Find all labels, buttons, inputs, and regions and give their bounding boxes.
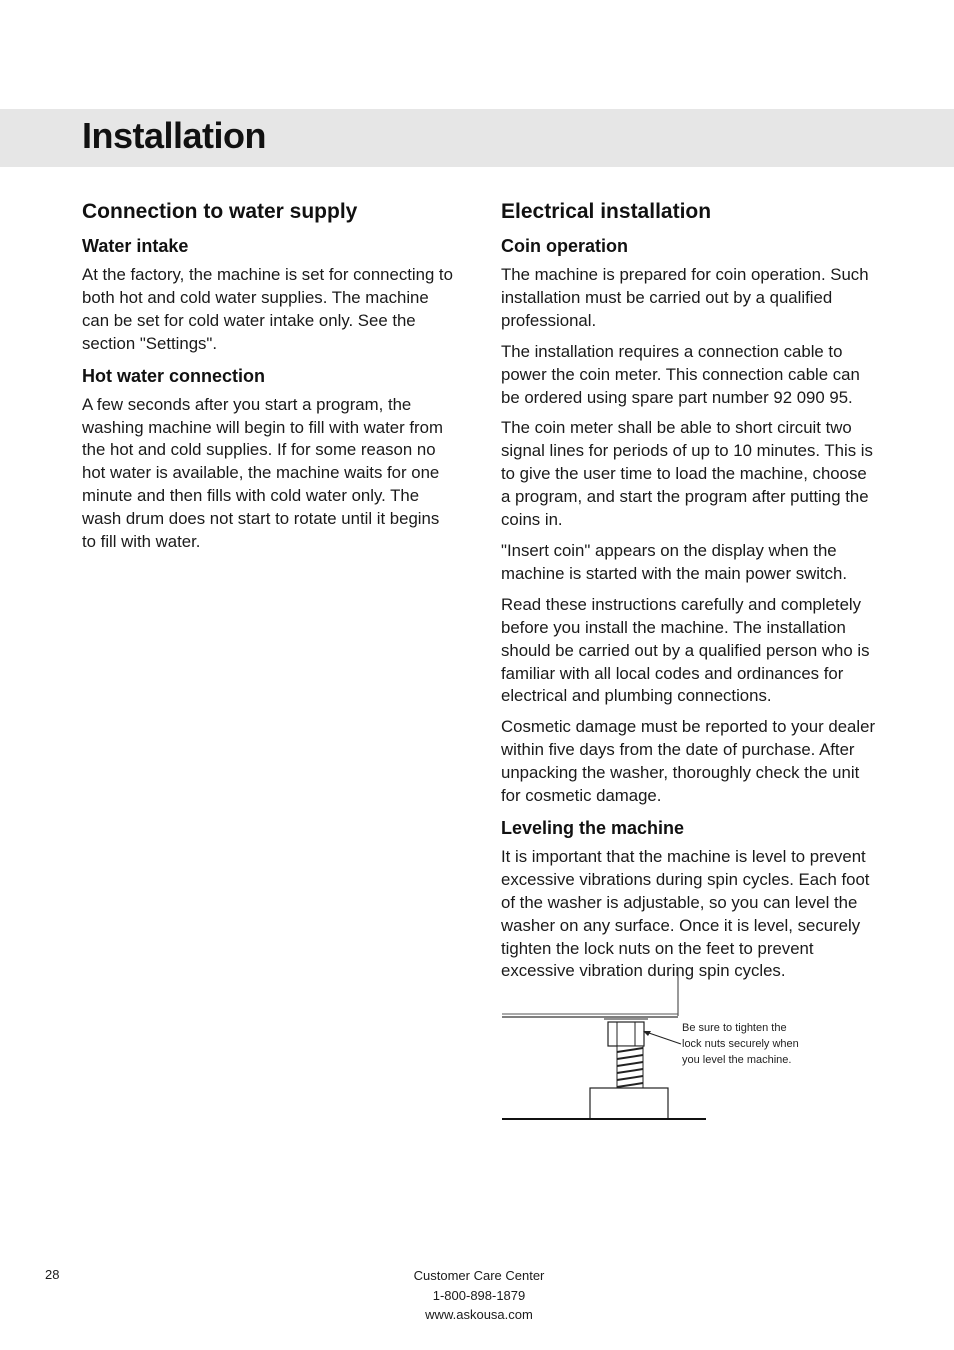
subheading-water-intake: Water intake: [82, 236, 189, 256]
paragraph: The machine is prepared for coin operation. Such installation must be carried out by a qualified professional.: [501, 265, 869, 330]
right-column: [501, 198, 876, 991]
subheading-hot-water-connection: Hot water connection: [82, 365, 266, 386]
left-column: [82, 198, 457, 562]
section-heading-water-supply: Connection to water supply: [82, 200, 358, 223]
lock-nut: [604, 1019, 648, 1046]
leader-line: [646, 1032, 681, 1044]
footer-phone: 1-800-898-1879: [432, 1287, 526, 1303]
foot-base: [590, 1088, 668, 1119]
subheading-leveling: Leveling the machine: [501, 817, 685, 838]
paragraph: At the factory, the machine is set for connecting to both hot and cold water supplies. The machine can be set for cold water intake only. See the section "Settings".: [82, 265, 453, 353]
paragraph: The coin meter shall be able to short circuit two signal lines for periods of up to 10 minutes. This is to give the user time to load the machine, choose a program, and start the program after putting the coins in.: [501, 418, 873, 530]
subheading-coin-operation: Coin operation: [501, 236, 628, 256]
paragraph: The installation requires a connection cable to power the coin meter. This connection cable can be ordered using spare part number 92 090 95.: [501, 341, 860, 407]
footer-line: Customer Care Center: [413, 1268, 545, 1283]
footer-contact: [379, 1266, 579, 1325]
paragraph: A few seconds after you start a program, the washing machine will begin to fill with water from the hot and cold supplies. If for some reason no hot water is available, the machine waits for one minute and then fills with cold water only. The wash drum does not start to rotate until it begins to fill with water.: [82, 394, 443, 552]
paragraph: Cosmetic damage must be reported to your dealer within five days from the date of purchase. After unpacking the washer, thoroughly check the unit for cosmetic damage.: [501, 717, 876, 806]
threaded-screw: [617, 1046, 643, 1088]
paragraph: "Insert coin" appears on the display when the machine is started with the main power switch.: [501, 540, 848, 583]
figure-caption: Be sure to tighten the lock nuts securely when you level the machine.: [682, 1022, 799, 1066]
page-title: Installation: [82, 115, 267, 156]
page-number: 28: [45, 1267, 60, 1282]
paragraph: It is important that the machine is level to prevent excessive vibrations during spin cycles. Each foot of the washer is adjustable, so you can level the washer on any surface. Once it is level, securely tighten the lock nuts on the feet to prevent excessive vibration during spin cycles.: [501, 846, 870, 981]
paragraph: Read these instructions carefully and completely before you install the machine. The installation should be carried out by a qualified person who is familiar with all local codes and ordinances for electrical and plumbing connections.: [501, 594, 870, 706]
section-heading-electrical: Electrical installation: [501, 200, 712, 223]
footer-website-link[interactable]: www.askousa.com: [425, 1307, 533, 1322]
